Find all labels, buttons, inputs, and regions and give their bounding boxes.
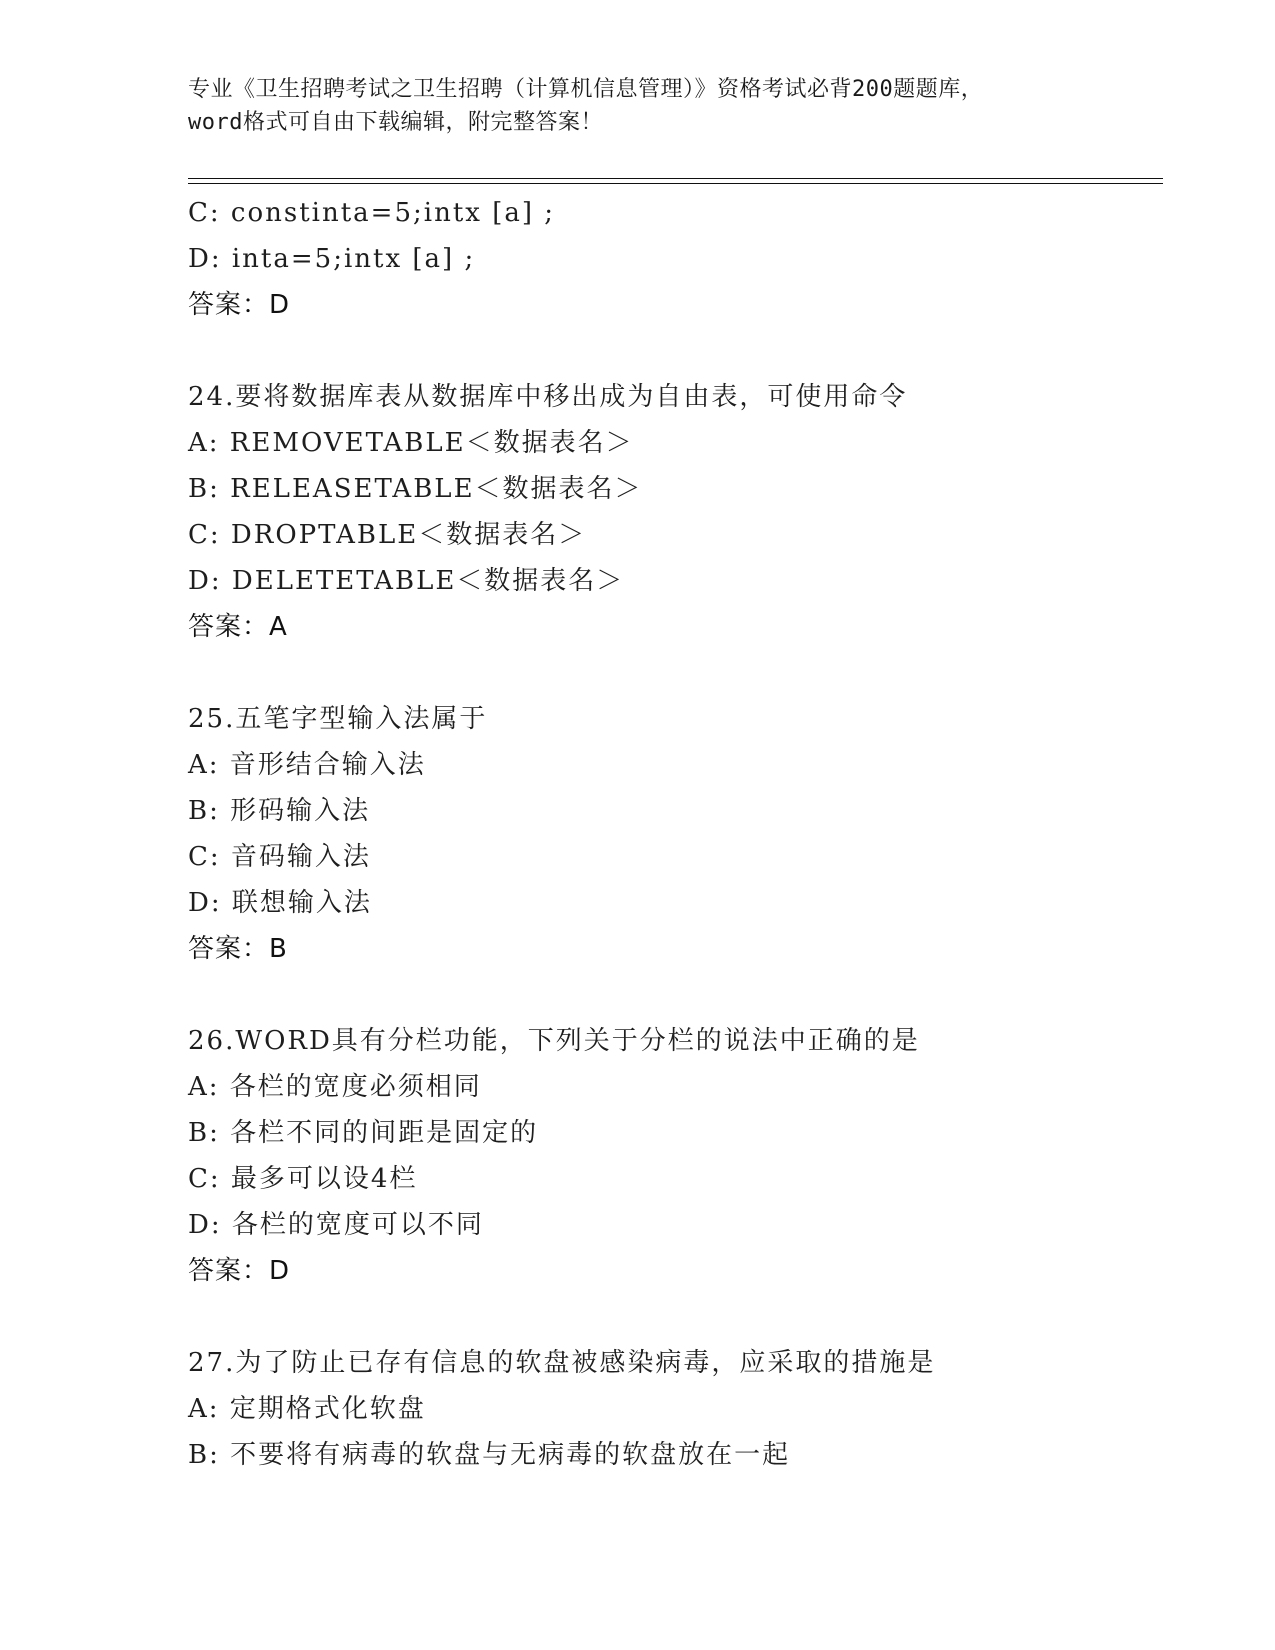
q25-stem: 25.五笔字型输入法属于 <box>188 704 488 734</box>
q26-option-a: A: 各栏的宽度必须相同 <box>188 1072 482 1102</box>
q24-option-d: D: DELETETABLE＜数据表名＞ <box>188 566 625 596</box>
q24-option-c: C: DROPTABLE＜数据表名＞ <box>188 520 587 550</box>
q24-option-b: B: RELEASETABLE＜数据表名＞ <box>188 474 643 504</box>
q24-option-a: A: REMOVETABLE＜数据表名＞ <box>188 428 634 458</box>
header-divider-top <box>188 178 1163 179</box>
q27-option-b: B: 不要将有病毒的软盘与无病毒的软盘放在一起 <box>188 1440 791 1470</box>
document-header <box>188 73 1088 139</box>
q23-option-c: C: constinta=5;intx [a] ; <box>188 198 556 228</box>
header-line-2: word格式可自由下载编辑，附完整答案！ <box>188 110 603 135</box>
header-divider-bottom <box>188 183 1163 184</box>
q24-answer: 答案：A <box>188 612 288 642</box>
spacer <box>188 328 1168 374</box>
q25-option-a: A: 音形结合输入法 <box>188 750 426 780</box>
q26-option-c: C: 最多可以设4栏 <box>188 1164 418 1194</box>
q23-answer: 答案：D <box>188 290 291 320</box>
q27-stem: 27.为了防止已存有信息的软盘被感染病毒，应采取的措施是 <box>188 1348 936 1378</box>
q24-stem: 24.要将数据库表从数据库中移出成为自由表，可使用命令 <box>188 382 908 412</box>
q27-option-a: A: 定期格式化软盘 <box>188 1394 426 1424</box>
q23-option-d: D: inta=5;intx [a] ; <box>188 244 476 274</box>
q26-option-d: D: 各栏的宽度可以不同 <box>188 1210 484 1240</box>
q25-option-b: B: 形码输入法 <box>188 796 371 826</box>
q26-stem: 26.WORD具有分栏功能，下列关于分栏的说法中正确的是 <box>188 1026 920 1056</box>
header-line-1: 专业《卫生招聘考试之卫生招聘（计算机信息管理）》资格考试必背200题题库， <box>188 77 984 102</box>
spacer <box>188 650 1168 696</box>
question-list <box>188 190 1168 1478</box>
q26-option-b: B: 各栏不同的间距是固定的 <box>188 1118 539 1148</box>
spacer <box>188 1294 1168 1340</box>
q25-answer: 答案：B <box>188 934 288 964</box>
q26-answer: 答案：D <box>188 1256 291 1286</box>
q25-option-d: D: 联想输入法 <box>188 888 372 918</box>
q25-option-c: C: 音码输入法 <box>188 842 371 872</box>
spacer <box>188 972 1168 1018</box>
